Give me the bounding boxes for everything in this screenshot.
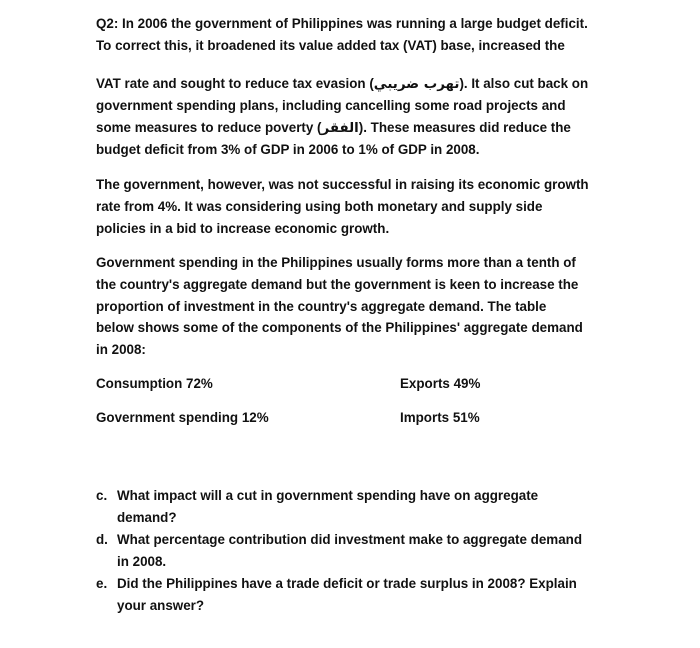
question-title-line-1: Q2: In 2006 the government of Philippines was running a large budget deficit. xyxy=(96,16,588,31)
component-exports: Exports 49% xyxy=(400,376,481,391)
question-d-letter: d. xyxy=(96,532,108,547)
paragraph-1-line-4: budget deficit from 3% of GDP in 2006 to 1% of GDP in 2008. xyxy=(96,142,480,157)
paragraph-2-line-2: rate from 4%. It was considering using both monetary and supply side xyxy=(96,199,543,214)
component-government-spending: Government spending 12% xyxy=(96,410,269,425)
question-c-line-1: What impact will a cut in government spending have on aggregate xyxy=(117,488,539,503)
component-consumption: Consumption 72% xyxy=(96,376,213,391)
arabic-gloss-tax-evasion: تهرب ضريبي xyxy=(373,77,460,92)
question-d-line-1: What percentage contribution did investment make to aggregate demand xyxy=(117,532,583,547)
paragraph-1-line-2: government spending plans, including cancelling some road projects and xyxy=(96,98,566,113)
paragraph-1-line-3-pre: some measures to reduce poverty ( xyxy=(96,120,322,135)
paragraph-2-line-3: policies in a bid to increase economic growth. xyxy=(96,221,390,236)
paragraph-1-line-1-post: ). It also cut back on xyxy=(459,76,589,91)
paragraph-3-line-3: proportion of investment in the country's aggregate demand. The table xyxy=(96,299,547,314)
paragraph-3-line-4: below shows some of the components of the Philippines' aggregate demand xyxy=(96,320,583,335)
component-imports: Imports 51% xyxy=(400,410,480,425)
question-d-line-2: in 2008. xyxy=(117,554,167,569)
paragraph-3-line-1: Government spending in the Philippines usually forms more than a tenth of xyxy=(96,255,576,270)
paragraph-3-line-5: in 2008: xyxy=(96,342,146,357)
question-c-letter: c. xyxy=(96,488,108,503)
question-e-line-1: Did the Philippines have a trade deficit or trade surplus in 2008? Explain xyxy=(117,576,577,591)
paragraph-1-line-3-post: ). These measures did reduce the xyxy=(358,120,571,135)
paragraph-1-line-1-pre: VAT rate and sought to reduce tax evasion ( xyxy=(96,76,374,91)
question-title-line-2: To correct this, it broadened its value added tax (VAT) base, increased the xyxy=(96,38,565,53)
question-e-letter: e. xyxy=(96,576,108,591)
arabic-gloss-poverty: الفقر xyxy=(321,121,359,136)
paragraph-2-line-1: The government, however, was not successful in raising its economic growth xyxy=(96,177,589,192)
paragraph-1-line-3 xyxy=(96,120,571,137)
paragraph-3-line-2: the country's aggregate demand but the government is keen to increase the xyxy=(96,277,579,292)
question-c-line-2: demand? xyxy=(117,510,177,525)
paragraph-1-line-1 xyxy=(96,76,588,93)
question-e-line-2: your answer? xyxy=(117,598,205,613)
